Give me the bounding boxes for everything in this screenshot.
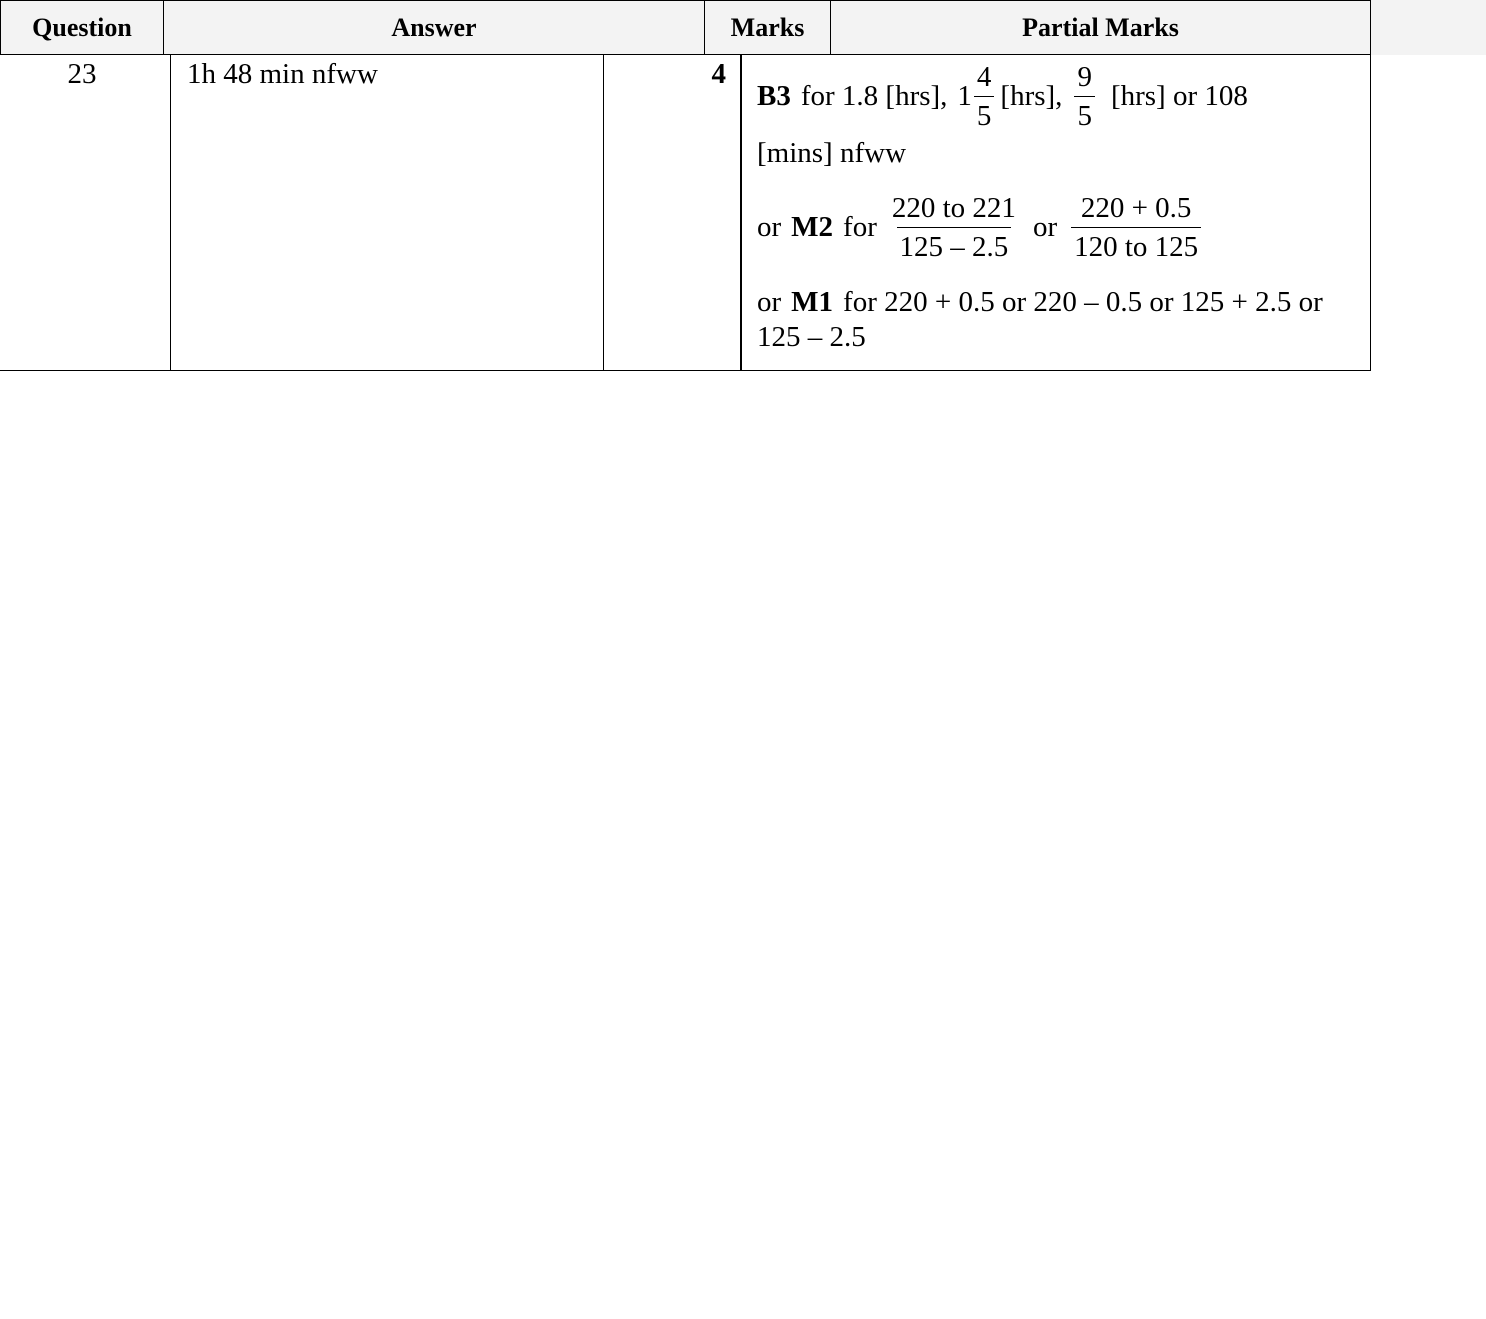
row-divider-partial <box>740 55 742 371</box>
header-marks: Marks <box>704 0 831 55</box>
nine-fifths-numerator: 9 <box>1077 60 1092 93</box>
m1-or: or <box>757 285 782 318</box>
b3-for: for 1.8 [hrs], <box>800 79 948 112</box>
m2-fraction-1-numerator: 220 to 221 <box>891 191 1016 224</box>
m2-for: for <box>843 210 877 243</box>
nine-fifths-denominator: 5 <box>1074 96 1095 131</box>
row-bottom-border <box>0 370 1371 371</box>
mixed-fraction <box>974 62 995 131</box>
partial-line-5 <box>757 320 866 354</box>
mixed-whole: 1 <box>957 79 972 112</box>
row-divider-marks <box>603 55 604 371</box>
mixed-numerator: 4 <box>976 60 992 93</box>
mins-nfww: [mins] nfww <box>757 136 907 169</box>
m2-label: M2 <box>791 210 834 243</box>
b3-label: B3 <box>757 79 791 112</box>
m2-fraction-2-numerator: 220 + 0.5 <box>1080 191 1192 224</box>
row-divider-right <box>1370 55 1371 371</box>
marks-value: 4 <box>711 58 726 90</box>
m1-label: M1 <box>791 285 834 318</box>
mixed-denominator: 5 <box>974 96 995 131</box>
partial-line-1 <box>757 60 1248 132</box>
m1-text: for 220 + 0.5 or 220 – 0.5 or 125 + 2.5 or <box>843 285 1323 318</box>
partial-line-3 <box>757 190 1207 264</box>
row-divider-answer <box>170 55 171 371</box>
hrs-1: [hrs], <box>1000 79 1063 112</box>
m2-fraction-2-denominator: 120 to 125 <box>1071 227 1201 262</box>
partial-line-4 <box>757 285 1323 319</box>
nine-fifths-fraction <box>1074 62 1095 131</box>
b3-tail: [hrs] or 108 <box>1110 79 1248 112</box>
partial-line-2 <box>757 136 906 170</box>
question-number: 23 <box>67 58 97 90</box>
header-partial-marks: Partial Marks <box>830 0 1371 55</box>
answer-text: 1h 48 min nfww <box>187 58 378 90</box>
m1-text-cont: 125 – 2.5 <box>757 320 866 353</box>
m2-fraction-1 <box>889 193 1019 262</box>
m2-or: or <box>757 210 782 243</box>
header-answer: Answer <box>163 0 705 55</box>
m2-fraction-2 <box>1071 193 1201 262</box>
header-question: Question <box>0 0 164 55</box>
m2-fraction-1-denominator: 125 – 2.5 <box>897 227 1012 262</box>
m2-or-2: or <box>1032 210 1058 243</box>
